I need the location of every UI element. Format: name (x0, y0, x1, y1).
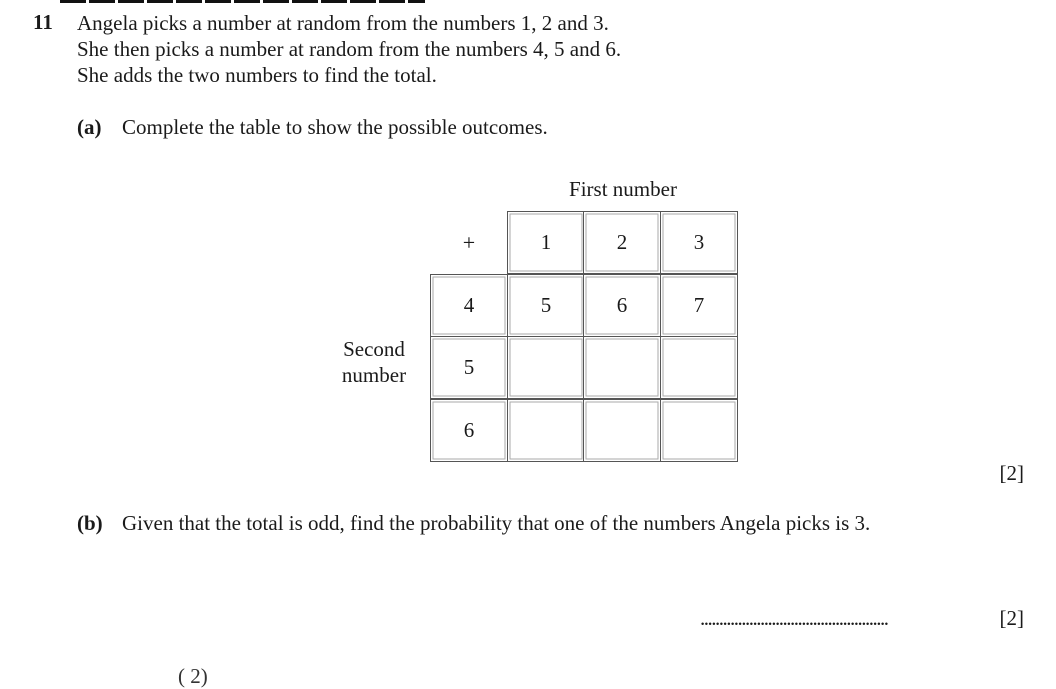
table-cell: 6 (583, 274, 661, 337)
table-operator: + (462, 229, 476, 255)
part-b-prompt (77, 511, 870, 536)
table-column-header: 2 (583, 211, 661, 274)
table-row-header: 4 (430, 274, 508, 337)
footer-fragment: ( 2) (178, 664, 208, 688)
part-a-label: (a) (77, 115, 102, 139)
part-a-prompt (77, 115, 548, 140)
table-column-header: 1 (507, 211, 585, 274)
row-heading-line: number (341, 363, 407, 387)
table-answer-cell[interactable] (507, 336, 585, 399)
intro-line: She then picks a number at random from the numbers 4, 5 and 6. (77, 37, 622, 61)
table-cell: 7 (660, 274, 738, 337)
table-answer-cell[interactable] (660, 336, 738, 399)
table-column-heading: First number (569, 177, 677, 201)
part-b-marks: [2] (999, 606, 1024, 630)
table-row-header: 5 (430, 336, 508, 399)
table-column-header: 3 (660, 211, 738, 274)
part-b-answer-line[interactable]: .................................................. (700, 606, 888, 630)
table-cell: 5 (507, 274, 585, 337)
intro-line: Angela picks a number at random from the numbers 1, 2 and 3. (77, 11, 609, 35)
question-intro (77, 10, 621, 88)
row-heading-line: Second (343, 337, 405, 361)
question-number: 11 (33, 10, 53, 34)
top-border-decoration (60, 0, 425, 3)
table-answer-cell[interactable] (660, 399, 738, 462)
table-row-heading (320, 336, 428, 388)
table-answer-cell[interactable] (507, 399, 585, 462)
part-a-text: Complete the table to show the possible outcomes. (122, 115, 548, 139)
table-row-header: 6 (430, 399, 508, 462)
part-a-marks: [2] (999, 461, 1024, 485)
table-answer-cell[interactable] (583, 399, 661, 462)
part-b-label: (b) (77, 511, 103, 535)
part-b-text: Given that the total is odd, find the probability that one of the numbers Angela picks is 3. (122, 511, 871, 535)
table-answer-cell[interactable] (583, 336, 661, 399)
intro-line: She adds the two numbers to find the total. (77, 63, 437, 87)
